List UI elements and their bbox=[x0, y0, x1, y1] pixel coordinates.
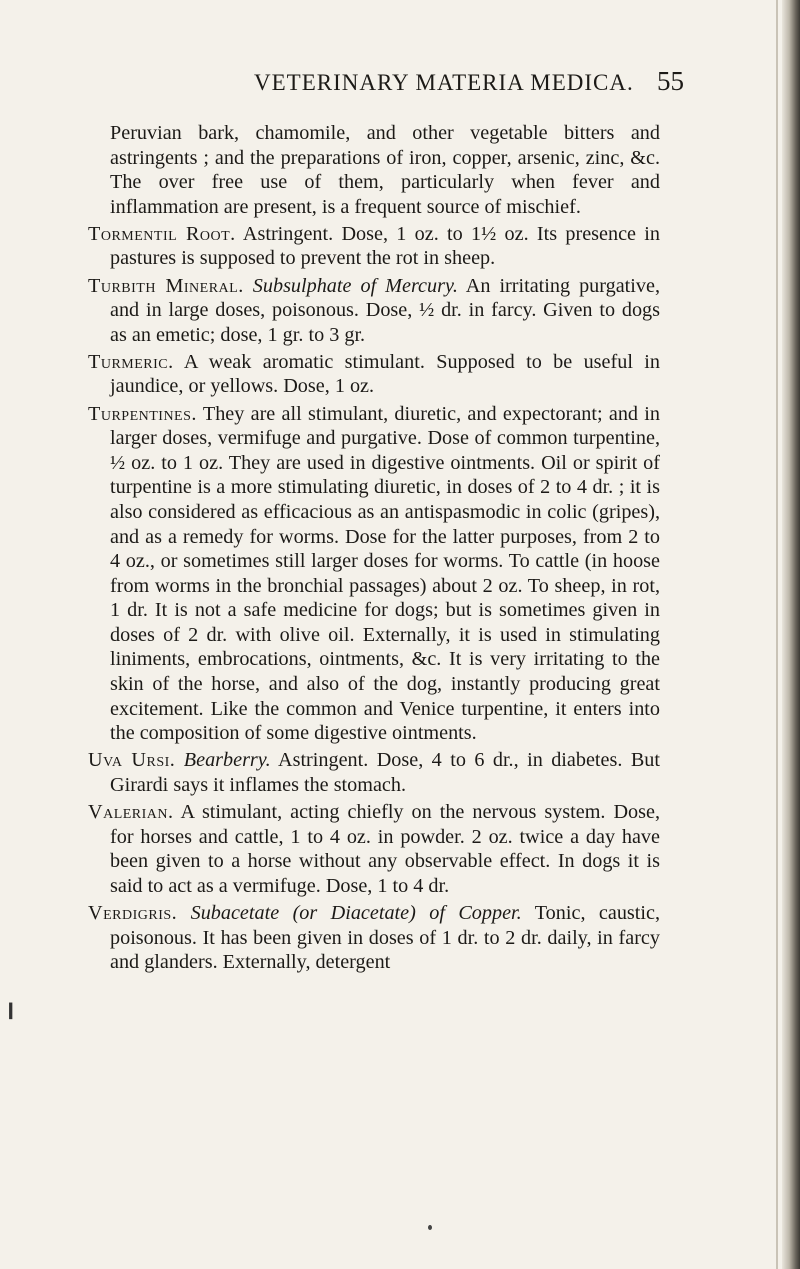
entry-latin: Subacetate (or Diacetate) of Copper. bbox=[190, 901, 522, 924]
entry-term: Turpentines. bbox=[88, 402, 197, 425]
page-number: 55 bbox=[657, 66, 684, 96]
running-head: VETERINARY MATERIA MEDICA. bbox=[254, 70, 634, 95]
page-body bbox=[88, 121, 660, 977]
entry-text: Astringent. Dose, 1 oz. to 1½ oz. Its presence in pastures is supposed to prevent the rot in sheep. bbox=[110, 222, 660, 270]
entry-valerian bbox=[88, 800, 660, 898]
entry-turbith-mineral bbox=[88, 274, 660, 348]
entry-bitters bbox=[88, 121, 660, 219]
entry-term: Tormentil Root. bbox=[88, 222, 236, 245]
print-speck bbox=[428, 1225, 432, 1230]
entry-term: Uva Ursi. bbox=[88, 749, 176, 772]
page-header bbox=[254, 66, 684, 110]
entry-turpentines bbox=[88, 402, 660, 746]
entry-text: A weak aromatic stimulant. Supposed to be useful in jaundice, or yellows. Dose, 1 oz. bbox=[110, 350, 660, 398]
entry-text: They are all stimulant, diuretic, and expectorant; and in larger doses, vermifuge and purgative. Dose of common turpentine, ½ oz. to 1 oz. They are used in digestive ointments. Oil or spirit of turpentine is a more stimulating diuretic, in doses of 2 to 4 dr. ; it is also considered as efficacious as an antispasmodic in colic (gripes), and as a remedy for worms. Dose for the latter purposes, from 2 to 4 oz., or sometimes still larger doses for worms. To cattle (in hoose from worms in the bronchial passages) about 2 oz. To sheep, in rot, 1 dr. It is not a safe medicine for dogs; but is sometimes given in doses of 2 dr. with olive oil. Externally, it is used in stimulating liniments, embrocations, ointments, &c. It is very irritating to the skin of the horse, and also of the dog, instantly producing great excitement. Like the common and Venice turpentine, it enters into the composition of some digestive ointments. bbox=[110, 402, 660, 745]
entry-tormentil-root bbox=[88, 222, 660, 271]
entry-term: Valerian. bbox=[88, 801, 174, 824]
margin-mark: ❙ bbox=[4, 1000, 18, 1019]
entry-turmeric bbox=[88, 350, 660, 399]
page-binding-edge bbox=[782, 0, 800, 1269]
entry-latin: Bearberry. bbox=[183, 749, 271, 772]
entry-text: Peruvian bark, chamomile, and other vegetable bitters and astringents ; and the preparations of iron, copper, arsenic, zinc, &c. The over free use of them, particularly when fever and inflammation are present, is a frequent source of mischief. bbox=[110, 122, 660, 218]
entry-verdigris bbox=[88, 901, 660, 975]
entry-term: Turmeric. bbox=[88, 350, 174, 373]
entry-uva-ursi bbox=[88, 748, 660, 797]
entry-text: An irritating purgative, and in large doses, poisonous. Dose, ½ dr. in farcy. Given to dogs as an emetic; dose, 1 gr. to 3 gr. bbox=[110, 274, 660, 346]
entry-text: A stimulant, acting chiefly on the nervous system. Dose, for horses and cattle, 1 to 4 oz. in powder. 2 oz. twice a day have been given to a horse without any observable effect. In dogs it is said to act as a vermifuge. Dose, 1 to 4 dr. bbox=[110, 801, 661, 897]
entry-latin: Subsulphate of Mercury. bbox=[252, 274, 458, 297]
entry-term: Turbith Mineral. bbox=[88, 274, 244, 297]
page-edge-line bbox=[776, 0, 778, 1269]
entry-text: Tonic, caustic, poisonous. It has been given in doses of 1 dr. to 2 dr. daily, in farcy and glanders. Externally, detergent bbox=[110, 901, 660, 974]
entry-term: Verdigris. bbox=[88, 901, 178, 924]
entry-text: Astringent. Dose, 4 to 6 dr., in diabetes. But Girardi says it inflames the stomach. bbox=[110, 749, 660, 796]
